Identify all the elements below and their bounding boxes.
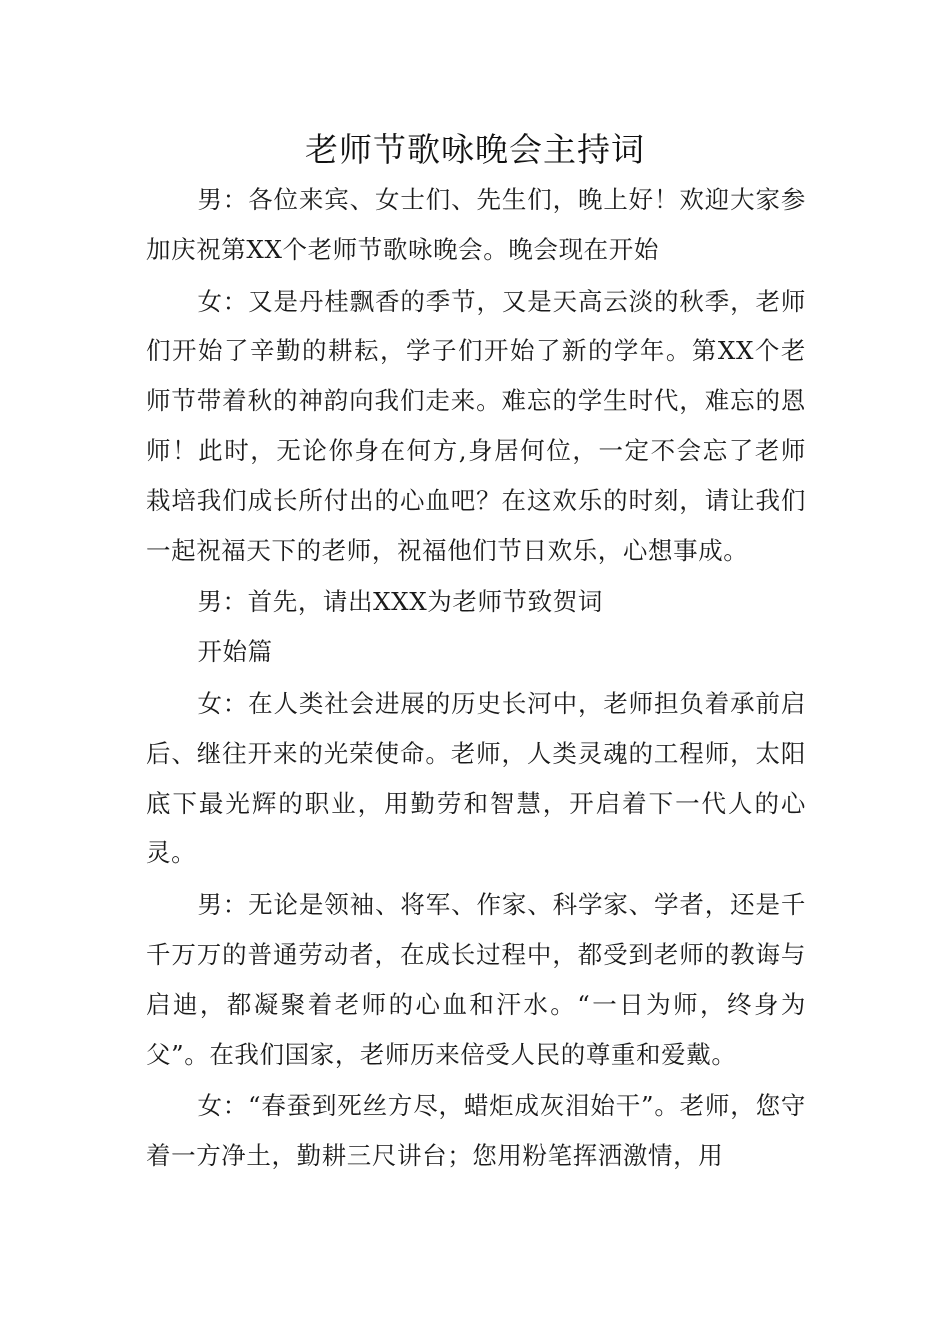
- document-body: [146, 175, 806, 1181]
- paragraph-welcome: 男：各位来宾、女士们、先生们，晚上好！欢迎大家参加庆祝第XX个老师节歌咏晚会。晚会现在开始: [146, 185, 806, 264]
- paragraph-teacher-mission: 女：在人类社会进展的历史长河中，老师担负着承前启后、继往开来的光荣使命。老师，人类灵魂的工程师，太阳底下最光辉的职业，用勤劳和智慧，开启着下一代人的心灵。: [146, 688, 806, 868]
- section-heading-opening: 开始篇: [197, 637, 273, 667]
- paragraph-teacher-respect: 男：无论是领袖、将军、作家、科学家、学者，还是千千万万的普通劳动者，在成长过程中，都受到老师的教诲与启迪，都凝聚着老师的心血和汗水。“一日为师，终身为父”。在我们国家，老师历来倍受人民的尊重和爱戴。: [146, 890, 806, 1069]
- paragraph-silkworm-poem: 女：“春蚕到死丝方尽，蜡炬成灰泪始干”。老师，您守着一方净土，勤耕三尺讲台；您用粉笔挥洒激情，用: [146, 1091, 806, 1171]
- paragraph-congratulation-speech: 男：首先，请出XXX为老师节致贺词: [197, 587, 603, 617]
- paragraph-autumn-season: 女：又是丹桂飘香的季节，又是天高云淡的秋季，老师们开始了辛勤的耕耘，学子们开始了新的学年。第XX个老师节带着秋的神韵向我们走来。难忘的学生时代，难忘的恩师！此时，无论你身在何方,身居何位，一定不会忘了老师栽培我们成长所付出的心血吧？在这欢乐的时刻，请让我们一起祝福天下的老师，祝福他们节日欢乐，心想事成。: [146, 286, 806, 565]
- document-title: 老师节歌咏晚会主持词: [305, 130, 645, 169]
